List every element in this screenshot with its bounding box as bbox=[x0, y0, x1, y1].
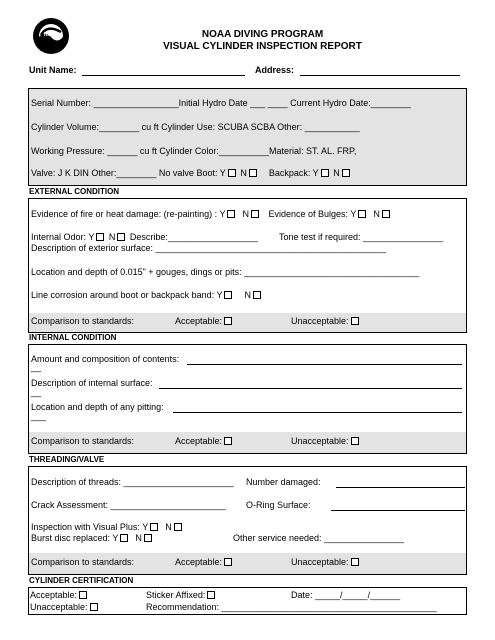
page-subtitle: VISUAL CYLINDER INSPECTION REPORT bbox=[163, 41, 362, 52]
internal-comparison-row bbox=[29, 432, 466, 453]
comparison-label: Comparison to standards: bbox=[31, 557, 135, 567]
corrosion-line bbox=[31, 290, 263, 300]
burst-no-checkbox[interactable] bbox=[144, 534, 152, 542]
acceptable-label: Acceptable: bbox=[175, 557, 223, 567]
backpack-yes-checkbox[interactable] bbox=[321, 169, 329, 177]
gouges-field[interactable]: Location and depth of 0.015" + gouges, dings or pits: ___________________________________ bbox=[31, 267, 420, 277]
damaged-field[interactable] bbox=[336, 487, 465, 488]
pressure-line: Working Pressure: ______ cu ft Cylinder Color:__________Material: ST. AL. FRP, bbox=[31, 146, 357, 156]
unacceptable-option bbox=[291, 316, 361, 326]
pitting-field[interactable] bbox=[173, 412, 462, 413]
boot-yes-checkbox[interactable] bbox=[228, 169, 236, 177]
backpack-label: Backpack: Y bbox=[268, 168, 319, 178]
visual-plus-no-label: N bbox=[165, 522, 172, 532]
burst-yes-checkbox[interactable] bbox=[120, 534, 128, 542]
unit-name-label: Unit Name: bbox=[29, 65, 77, 75]
corrosion-no-checkbox[interactable] bbox=[253, 291, 261, 299]
interior-label: Description of internal surface: bbox=[31, 378, 153, 388]
fire-line bbox=[31, 209, 392, 219]
sticker-label: Sticker Affixed: bbox=[146, 590, 206, 600]
pitting-label: Location and depth of any pitting: bbox=[31, 402, 164, 412]
cert-acceptable-label: Acceptable: bbox=[30, 590, 78, 600]
cert-acceptable-option bbox=[30, 590, 89, 600]
fire-yes-checkbox[interactable] bbox=[227, 210, 235, 218]
visual-plus-label: Inspection with Visual Plus: Y bbox=[31, 522, 149, 532]
internal-condition-box bbox=[28, 344, 467, 454]
other-service-field[interactable]: Other service needed: ________________ bbox=[233, 533, 405, 543]
certification-box bbox=[28, 587, 467, 615]
threading-unacceptable-checkbox[interactable] bbox=[351, 558, 359, 566]
certification-heading: CYLINDER CERTIFICATION bbox=[29, 576, 134, 585]
external-condition-box bbox=[28, 198, 467, 333]
threading-comparison-row bbox=[29, 553, 466, 574]
visual-plus-yes-checkbox[interactable] bbox=[150, 523, 158, 531]
contents-label: Amount and composition of contents: bbox=[31, 354, 180, 364]
odor-yes-checkbox[interactable] bbox=[96, 233, 104, 241]
external-unacceptable-checkbox[interactable] bbox=[351, 317, 359, 325]
visual-plus-line bbox=[31, 522, 184, 532]
burst-label: Burst disc replaced: Y bbox=[31, 533, 119, 543]
contents-dash: __ bbox=[31, 362, 42, 372]
address-field[interactable] bbox=[300, 75, 460, 76]
burst-no-label: N bbox=[135, 533, 142, 543]
boot-no-label: N bbox=[240, 168, 247, 178]
odor-no-label: N bbox=[108, 232, 116, 242]
serial-line: Serial Number: _________________Initial Hydro Date ___ ____ Current Hydro Date:________ bbox=[31, 98, 411, 108]
page-title: NOAA DIVING PROGRAM bbox=[201, 29, 324, 40]
cert-unacceptable-checkbox[interactable] bbox=[90, 603, 98, 611]
interior-dash: __ bbox=[31, 387, 42, 397]
odor-label: Internal Odor: Y bbox=[31, 232, 95, 242]
external-heading: EXTERNAL CONDITION bbox=[29, 187, 120, 196]
volume-line: Cylinder Volume:________ cu ft Cylinder Use: SCUBA SCBA Other: ___________ bbox=[31, 122, 360, 132]
corrosion-yes-checkbox[interactable] bbox=[224, 291, 232, 299]
general-info-box bbox=[28, 88, 467, 186]
backpack-no-label: N bbox=[333, 168, 340, 178]
corrosion-no-label: N bbox=[244, 290, 251, 300]
cert-unacceptable-label: Unacceptable: bbox=[30, 602, 88, 612]
fire-no-checkbox[interactable] bbox=[251, 210, 259, 218]
tone-test-field[interactable]: Tone test if required: ________________ bbox=[279, 232, 444, 242]
threads-field[interactable]: Description of threads: ______________________ bbox=[31, 477, 234, 487]
unacceptable-label: Unacceptable: bbox=[291, 557, 349, 567]
describe-field[interactable]: Describe:__________________ bbox=[129, 232, 259, 242]
interior-field[interactable] bbox=[159, 388, 462, 389]
visual-plus-no-checkbox[interactable] bbox=[174, 523, 182, 531]
date-field[interactable]: Date: _____/_____/______ bbox=[291, 590, 401, 600]
acceptable-option bbox=[175, 316, 234, 326]
odor-line bbox=[31, 232, 258, 242]
threading-acceptable-checkbox[interactable] bbox=[224, 558, 232, 566]
internal-acceptable-checkbox[interactable] bbox=[224, 437, 232, 445]
unacceptable-label: Unacceptable: bbox=[291, 316, 349, 326]
external-comparison-row bbox=[29, 313, 466, 332]
valve-line bbox=[31, 168, 352, 178]
exterior-surface-field[interactable]: Description of exterior surface: ______________________________________________ bbox=[31, 243, 386, 253]
boot-no-checkbox[interactable] bbox=[249, 169, 257, 177]
cert-unacceptable-option bbox=[30, 602, 100, 612]
acceptable-label: Acceptable: bbox=[175, 436, 223, 446]
bulges-label: Evidence of Bulges: Y bbox=[268, 209, 357, 219]
cert-acceptable-checkbox[interactable] bbox=[79, 591, 87, 599]
valve-label: Valve: J K DIN Other:________ No valve bbox=[31, 168, 194, 178]
odor-no-checkbox[interactable] bbox=[117, 233, 125, 241]
corrosion-label: Line corrosion around boot or backpack band: Y bbox=[31, 290, 223, 300]
external-acceptable-checkbox[interactable] bbox=[224, 317, 232, 325]
damaged-label: Number damaged: bbox=[246, 477, 321, 487]
internal-unacceptable-checkbox[interactable] bbox=[351, 437, 359, 445]
unit-name-field[interactable] bbox=[82, 75, 245, 76]
bulges-no-label: N bbox=[373, 209, 380, 219]
bulges-yes-checkbox[interactable] bbox=[358, 210, 366, 218]
pitting-dash: ___ bbox=[31, 411, 47, 421]
boot-label: Boot: Y bbox=[196, 168, 226, 178]
acceptable-option bbox=[175, 557, 234, 567]
address-label: Address: bbox=[255, 65, 295, 75]
burst-line bbox=[31, 533, 154, 543]
unacceptable-option bbox=[291, 557, 361, 567]
internal-heading: INTERNAL CONDITION bbox=[29, 333, 117, 342]
fire-label: Evidence of fire or heat damage: (re-painting) : Y bbox=[31, 209, 226, 219]
sticker-checkbox[interactable] bbox=[207, 591, 215, 599]
oring-label: O-Ring Surface: bbox=[246, 500, 311, 510]
contents-field[interactable] bbox=[187, 364, 462, 365]
acceptable-option bbox=[175, 436, 234, 446]
threading-heading: THREADING/VALVE bbox=[29, 455, 105, 464]
sticker-option bbox=[146, 590, 217, 600]
unacceptable-option bbox=[291, 436, 361, 446]
recommendation-field[interactable]: Recommendation: ___________________________________________ bbox=[146, 602, 437, 612]
unacceptable-label: Unacceptable: bbox=[291, 436, 349, 446]
fire-no-label: N bbox=[242, 209, 249, 219]
bulges-no-checkbox[interactable] bbox=[382, 210, 390, 218]
backpack-no-checkbox[interactable] bbox=[342, 169, 350, 177]
oring-field[interactable] bbox=[331, 510, 465, 511]
crack-field[interactable]: Crack Assessment: _______________________ bbox=[31, 500, 226, 510]
logo-text: NOAA bbox=[44, 32, 59, 38]
comparison-label: Comparison to standards: bbox=[31, 316, 135, 326]
threading-valve-box bbox=[28, 466, 467, 575]
comparison-label: Comparison to standards: bbox=[31, 436, 135, 446]
acceptable-label: Acceptable: bbox=[175, 316, 223, 326]
